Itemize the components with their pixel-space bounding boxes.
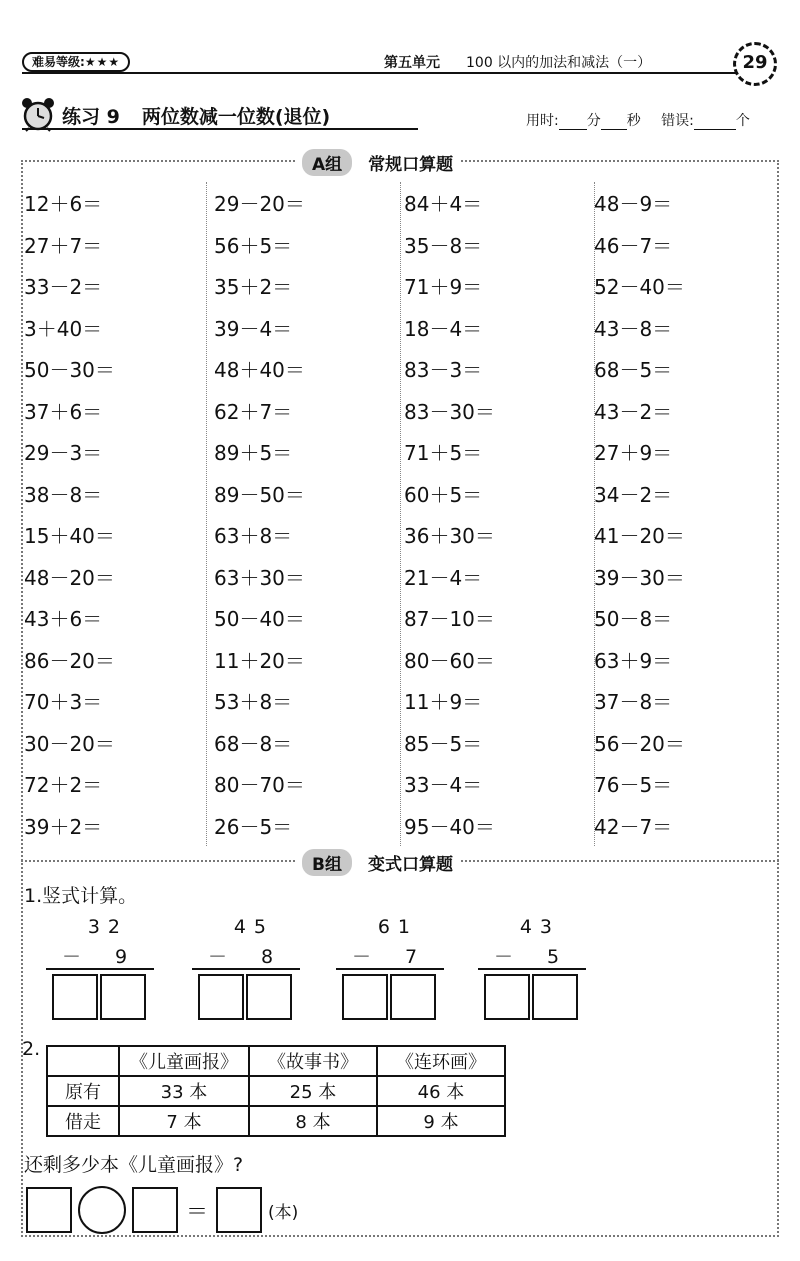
minutes-label: 分: [586, 113, 601, 129]
math-problem: 53＋8＝: [214, 690, 293, 715]
time-error-record: [526, 110, 750, 130]
answer-equation: [26, 1186, 298, 1234]
minutes-blank[interactable]: [559, 116, 587, 130]
math-problem: 56－20＝: [594, 731, 685, 756]
minus-sign: －: [352, 946, 372, 968]
answer-boxes: [484, 974, 578, 1020]
math-problem: 34－2＝: [594, 482, 673, 507]
math-problem: 11＋20＝: [214, 648, 305, 673]
math-problem: 43＋6＝: [24, 607, 103, 632]
math-problem: 39－30＝: [594, 565, 685, 590]
table-cell: 7 本: [119, 1106, 249, 1136]
exercise-number: 练习 9: [62, 106, 120, 128]
answer-box-tens[interactable]: [342, 974, 388, 1020]
math-problem: 62＋7＝: [214, 399, 293, 424]
problem-row: [24, 556, 784, 598]
math-problem: 71＋5＝: [404, 441, 483, 466]
math-problem: 38－8＝: [24, 482, 103, 507]
problem-row: [24, 265, 784, 307]
problem-row: [24, 514, 784, 556]
subtrahend-line: [352, 942, 417, 969]
math-problem: 11＋9＝: [404, 690, 483, 715]
math-problem: 56＋5＝: [214, 233, 293, 258]
math-problem: 41－20＝: [594, 524, 685, 549]
answer-boxes: [198, 974, 292, 1020]
math-problem: 35＋2＝: [214, 275, 293, 300]
unit-topic: 100 以内的加法和减法（一）: [466, 55, 652, 71]
math-problem: 86－20＝: [24, 648, 115, 673]
vertical-subtraction: [336, 916, 446, 1026]
math-problem: 63＋30＝: [214, 565, 305, 590]
math-problem: 80－60＝: [404, 648, 495, 673]
problem-row: [24, 473, 784, 515]
math-problem: 50－8＝: [594, 607, 673, 632]
math-problem: 50－40＝: [214, 607, 305, 632]
math-problem: 15＋40＝: [24, 524, 115, 549]
answer-box-operand-1[interactable]: [26, 1187, 72, 1233]
math-problem: 33－2＝: [24, 275, 103, 300]
table-row: [47, 1076, 505, 1106]
vertical-subtraction: [46, 916, 156, 1026]
table-cell: 33 本: [119, 1076, 249, 1106]
minuend: 32: [87, 916, 128, 938]
answer-boxes: [52, 974, 146, 1020]
math-problem: 89－50＝: [214, 482, 305, 507]
math-problem: 43－2＝: [594, 399, 673, 424]
math-problem: 95－40＝: [404, 814, 495, 839]
problem-row: [24, 307, 784, 349]
math-problem: 83－3＝: [404, 358, 483, 383]
math-problem: 71＋9＝: [404, 275, 483, 300]
problem-row: [24, 722, 784, 764]
math-problem: 63＋9＝: [594, 648, 673, 673]
problem-row: [24, 348, 784, 390]
math-problem: 33－4＝: [404, 773, 483, 798]
problem-row: [24, 431, 784, 473]
math-problem: 29－3＝: [24, 441, 103, 466]
group-b-title: 变式口算题: [367, 855, 453, 875]
math-problem: 87－10＝: [404, 607, 495, 632]
math-problem: 36＋30＝: [404, 524, 495, 549]
equals-sign: ＝: [186, 1199, 209, 1225]
problem-row: [24, 224, 784, 266]
math-problem: 83－30＝: [404, 399, 495, 424]
math-problem: 68－8＝: [214, 731, 293, 756]
sum-line: [46, 968, 154, 970]
math-problem: 68－5＝: [594, 358, 673, 383]
problem-row: [24, 805, 784, 847]
unit-name: 第五单元: [384, 55, 440, 71]
subtrahend: 5: [547, 946, 560, 968]
problem-row: [24, 182, 784, 224]
errors-blank[interactable]: [694, 116, 736, 130]
question-1-label: 1.竖式计算。: [24, 885, 138, 907]
math-problem: 80－70＝: [214, 773, 305, 798]
table-cell: 9 本: [377, 1106, 505, 1136]
math-problem: 48＋40＝: [214, 358, 305, 383]
time-label: 用时:: [526, 113, 559, 129]
difficulty-badge: [22, 52, 130, 72]
table-cell: 46 本: [377, 1076, 505, 1106]
answer-box-result[interactable]: [216, 1187, 262, 1233]
table-header-cell: 《儿童画报》: [119, 1046, 249, 1076]
answer-box-tens[interactable]: [198, 974, 244, 1020]
group-b-header: [296, 849, 459, 876]
problem-row: [24, 597, 784, 639]
math-problem: 18－4＝: [404, 316, 483, 341]
minuend: 61: [377, 916, 418, 938]
difficulty-label: 难易等级:: [32, 55, 85, 69]
answer-box-tens[interactable]: [484, 974, 530, 1020]
seconds-label: 秒: [626, 113, 641, 129]
math-problem: 27＋7＝: [24, 233, 103, 258]
mental-math-grid: [24, 182, 784, 846]
minus-sign: －: [494, 946, 514, 968]
minus-sign: －: [62, 946, 82, 968]
sum-line: [192, 968, 300, 970]
table-cell: 8 本: [249, 1106, 377, 1136]
table-header-cell: 《连环画》: [377, 1046, 505, 1076]
math-problem: 60＋5＝: [404, 482, 483, 507]
alarm-clock-icon: [18, 96, 58, 132]
math-problem: 3＋40＝: [24, 316, 103, 341]
math-problem: 48－9＝: [594, 192, 673, 217]
group-a-title: 常规口算题: [368, 155, 454, 175]
sum-line: [336, 968, 444, 970]
math-problem: 29－20＝: [214, 192, 305, 217]
math-problem: 50－30＝: [24, 358, 115, 383]
table-corner: [47, 1046, 119, 1076]
math-problem: 30－20＝: [24, 731, 115, 756]
problem-row: [24, 639, 784, 681]
question-2-prompt: 还剩多少本《儿童画报》?: [24, 1154, 244, 1176]
math-problem: 39－4＝: [214, 316, 293, 341]
books-table: [46, 1045, 506, 1137]
unit-title: [384, 52, 651, 72]
problem-row: [24, 390, 784, 432]
answer-circle-operator[interactable]: [78, 1186, 126, 1234]
vertical-subtraction: [192, 916, 302, 1026]
table-cell: 借走: [47, 1106, 119, 1136]
count-label: 个: [735, 113, 750, 129]
answer-box-ones[interactable]: [532, 974, 578, 1020]
math-problem: 43－8＝: [594, 316, 673, 341]
minus-sign: －: [208, 946, 228, 968]
answer-boxes: [342, 974, 436, 1020]
vertical-subtraction: [478, 916, 588, 1026]
math-problem: 35－8＝: [404, 233, 483, 258]
math-problem: 27＋9＝: [594, 441, 673, 466]
math-problem: 76－5＝: [594, 773, 673, 798]
table-cell: 25 本: [249, 1076, 377, 1106]
sum-line: [478, 968, 586, 970]
minuend: 43: [519, 916, 560, 938]
math-problem: 39＋2＝: [24, 814, 103, 839]
answer-unit: (本): [268, 1202, 299, 1223]
math-problem: 63＋8＝: [214, 524, 293, 549]
difficulty-stars: ★★★: [84, 55, 121, 69]
subtrahend: 7: [405, 946, 418, 968]
math-problem: 37－8＝: [594, 690, 673, 715]
subtrahend-line: [494, 942, 559, 969]
answer-box-ones[interactable]: [246, 974, 292, 1020]
exercise-topic: 两位数减一位数(退位): [141, 106, 331, 128]
math-problem: 85－5＝: [404, 731, 483, 756]
error-label: 错误:: [661, 113, 694, 129]
group-a-header: [296, 149, 459, 176]
math-problem: 37＋6＝: [24, 399, 103, 424]
problem-row: [24, 680, 784, 722]
seconds-blank[interactable]: [601, 116, 627, 130]
table-cell: 原有: [47, 1076, 119, 1106]
math-problem: 42－7＝: [594, 814, 673, 839]
math-problem: 89＋5＝: [214, 441, 293, 466]
exercise-title: [62, 102, 330, 129]
answer-box-ones[interactable]: [390, 974, 436, 1020]
group-b-badge: B组: [302, 849, 352, 876]
math-problem: 70＋3＝: [24, 690, 103, 715]
answer-box-tens[interactable]: [52, 974, 98, 1020]
subtrahend: 8: [261, 946, 274, 968]
math-problem: 84＋4＝: [404, 192, 483, 217]
title-rule: [22, 128, 418, 130]
subtrahend-line: [208, 942, 273, 969]
problem-row: [24, 763, 784, 805]
group-a-badge: A组: [302, 149, 352, 176]
subtrahend-line: [62, 942, 127, 969]
math-problem: 72＋2＝: [24, 773, 103, 798]
math-problem: 26－5＝: [214, 814, 293, 839]
page-number: 29: [733, 42, 777, 86]
minuend: 45: [233, 916, 274, 938]
math-problem: 48－20＝: [24, 565, 115, 590]
math-problem: 12＋6＝: [24, 192, 103, 217]
table-row: [47, 1106, 505, 1136]
table-header-cell: 《故事书》: [249, 1046, 377, 1076]
math-problem: 46－7＝: [594, 233, 673, 258]
math-problem: 52－40＝: [594, 275, 685, 300]
answer-box-operand-2[interactable]: [132, 1187, 178, 1233]
subtrahend: 9: [115, 946, 128, 968]
math-problem: 21－4＝: [404, 565, 483, 590]
table-header-row: [47, 1046, 505, 1076]
answer-box-ones[interactable]: [100, 974, 146, 1020]
question-2-label: 2.: [22, 1038, 41, 1060]
header-rule: [22, 72, 738, 74]
